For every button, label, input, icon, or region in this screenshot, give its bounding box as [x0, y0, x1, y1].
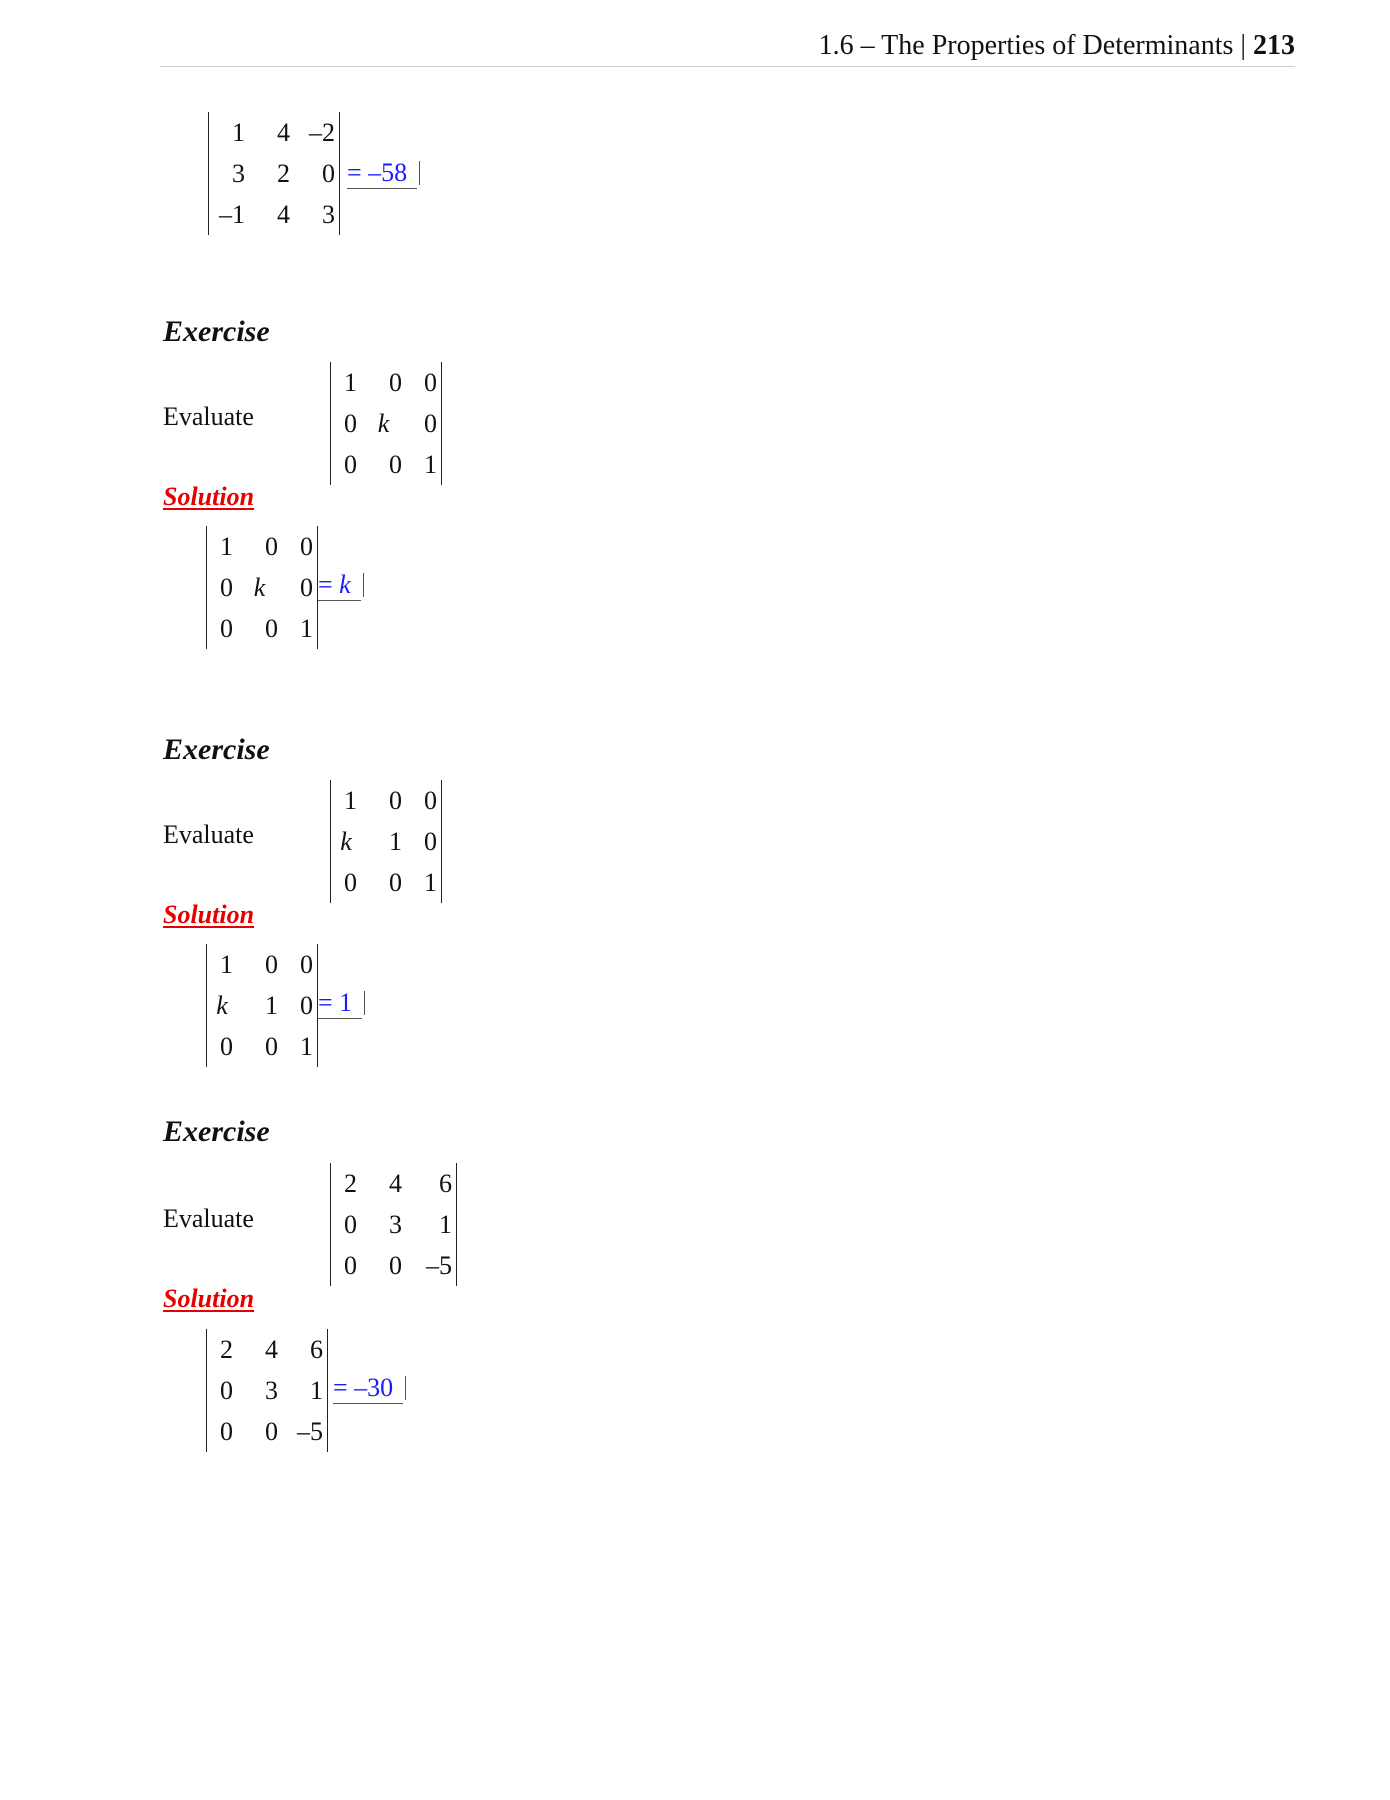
matrix-cell: –2 [309, 118, 335, 147]
result-value: k [339, 570, 351, 599]
matrix-cell: 0 [344, 450, 357, 479]
matrix-cell: 4 [389, 1169, 402, 1198]
matrix-cell: 0 [220, 573, 233, 602]
result-value: –30 [354, 1373, 394, 1402]
result-value: 1 [339, 988, 353, 1017]
exercise-heading: Exercise [163, 1115, 270, 1148]
top-result [347, 158, 420, 189]
solution-result [318, 988, 365, 1019]
matrix-cell: 3 [265, 1376, 278, 1405]
matrix-cell: –5 [297, 1417, 323, 1446]
matrix-cell: –1 [219, 200, 245, 229]
matrix-cell: 2 [220, 1335, 233, 1364]
result-prefix: = [333, 1373, 355, 1402]
solution-matrix [206, 526, 318, 649]
header-title: 1.6 – The Properties of Determinants | [818, 30, 1253, 61]
matrix-cell: 0 [344, 1251, 357, 1280]
matrix-cell: 1 [424, 868, 437, 897]
matrix-cell: 0 [220, 614, 233, 643]
matrix-cell: 4 [277, 200, 290, 229]
exercise-matrix [330, 362, 442, 485]
exercise-matrix [330, 1163, 457, 1286]
evaluate-label: Evaluate [163, 820, 254, 849]
matrix-cell: 0 [424, 827, 437, 856]
matrix-cell: 0 [220, 1417, 233, 1446]
matrix-cell: 0 [265, 1417, 278, 1446]
matrix-cell: 3 [322, 200, 335, 229]
matrix-cell: 0 [300, 950, 313, 979]
matrix-cell: 1 [424, 450, 437, 479]
solution-label[interactable]: Solution [163, 1284, 255, 1313]
matrix-cell: 0 [220, 1032, 233, 1061]
matrix-cell: 0 [389, 1251, 402, 1280]
header-divider [160, 66, 1295, 67]
matrix-cell: 1 [220, 532, 233, 561]
matrix-cell: 4 [277, 118, 290, 147]
matrix-cell: 1 [265, 991, 278, 1020]
matrix-cell: 0 [389, 868, 402, 897]
matrix-cell: 0 [344, 1210, 357, 1239]
matrix-cell: 1 [344, 368, 357, 397]
matrix-cell: 0 [389, 450, 402, 479]
solution-label[interactable]: Solution [163, 482, 255, 511]
matrix-cell: 0 [265, 532, 278, 561]
matrix-cell: k [253, 573, 266, 602]
matrix-cell: 0 [300, 532, 313, 561]
matrix-cell: 1 [300, 1032, 313, 1061]
matrix-cell: 0 [344, 868, 357, 897]
matrix-cell: 2 [277, 159, 290, 188]
matrix-cell: –5 [426, 1251, 452, 1280]
matrix-cell: 0 [389, 786, 402, 815]
result-prefix: = [318, 988, 340, 1017]
matrix-cell: 0 [424, 786, 437, 815]
solution-matrix [206, 1329, 328, 1452]
matrix-cell: 0 [424, 409, 437, 438]
matrix-cell: 1 [220, 950, 233, 979]
matrix-cell: 3 [232, 159, 245, 188]
solution-label[interactable]: Solution [163, 900, 255, 929]
matrix-cell: k [340, 827, 352, 856]
matrix-cell: 1 [344, 786, 357, 815]
evaluate-label: Evaluate [163, 1204, 254, 1233]
page-number: 213 [1253, 30, 1295, 61]
matrix-cell: 1 [300, 614, 313, 643]
matrix-cell: 0 [389, 368, 402, 397]
matrix-cell: 0 [300, 573, 313, 602]
exercise-heading: Exercise [163, 733, 270, 766]
solution-matrix [206, 944, 318, 1067]
matrix-cell: k [377, 409, 390, 438]
matrix-cell: 0 [265, 950, 278, 979]
matrix-cell: 0 [265, 614, 278, 643]
result-prefix: = [318, 570, 340, 599]
matrix-cell: 0 [344, 409, 357, 438]
matrix-cell: 0 [424, 368, 437, 397]
solution-result [318, 570, 364, 601]
exercise-heading: Exercise [163, 315, 270, 348]
matrix-cell: 0 [322, 159, 335, 188]
solution-result [333, 1373, 406, 1404]
matrix-cell: 6 [439, 1169, 452, 1198]
exercise-matrix [330, 780, 442, 903]
matrix-cell: 0 [220, 1376, 233, 1405]
matrix-cell: 1 [389, 827, 402, 856]
matrix-cell: 4 [265, 1335, 278, 1364]
matrix-cell: 1 [232, 118, 245, 147]
matrix-cell: k [216, 991, 228, 1020]
matrix-cell: 0 [265, 1032, 278, 1061]
matrix-cell: 2 [344, 1169, 357, 1198]
matrix-cell: 6 [310, 1335, 323, 1364]
matrix-cell: 0 [300, 991, 313, 1020]
matrix-cell: 1 [439, 1210, 452, 1239]
evaluate-label: Evaluate [163, 402, 254, 431]
page-header [819, 30, 1295, 62]
top-determinant [208, 112, 340, 235]
matrix-cell: 1 [310, 1376, 323, 1405]
result-value: = –58 [347, 158, 417, 189]
matrix-cell: 3 [389, 1210, 402, 1239]
